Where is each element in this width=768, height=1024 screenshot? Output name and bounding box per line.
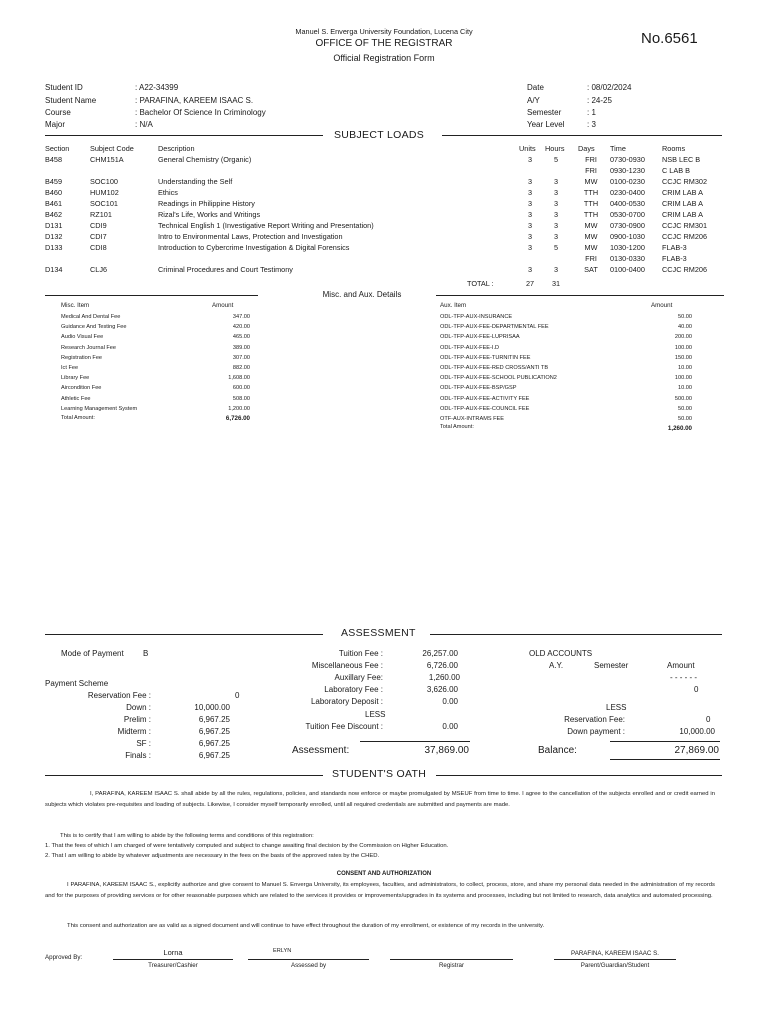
subject-days: MW (584, 243, 598, 252)
misc-item-amount: 1,608.00 (228, 375, 250, 382)
aux-item-name: ODL-TFP-AUX-FEE-DEPARTMENTAL FEE (440, 324, 549, 331)
tuition-fee-label: Tuition Fee : (338, 649, 383, 658)
misc-item-amount: 508.00 (232, 395, 250, 402)
subject-time: 0400-0530 (610, 199, 645, 208)
auxillary-fee-label: Auxillary Fee: (334, 673, 383, 682)
divider-line (436, 295, 724, 296)
subject-units: 3 (527, 243, 533, 252)
subject-hours: 3 (553, 199, 559, 208)
misc-total-label: Total Amount: (61, 415, 95, 421)
aux-item-amount: 50.00 (678, 314, 692, 320)
total-hours: 31 (551, 279, 561, 288)
assessed-by-name: ERLYN (273, 948, 292, 954)
laboratory-fee-value: 3,626.00 (426, 685, 458, 694)
midterm-value: 6,967.25 (198, 727, 230, 736)
col-header-days: Days (578, 144, 595, 153)
signature-line (248, 959, 369, 960)
subject-units: 3 (527, 221, 533, 230)
parent-guardian-student-label: Parent/Guardian/Student (580, 962, 650, 969)
subject-days: TTH (583, 188, 599, 197)
year-level-label: Year Level (527, 120, 565, 129)
sf-value: 6,967.25 (198, 739, 230, 748)
ay-label: A/Y (527, 96, 540, 105)
subject-room: CCJC RM206 (662, 265, 708, 274)
sf-label: SF : (136, 739, 151, 748)
subject-description: General Chemistry (Organic) (158, 155, 252, 164)
tuition-discount-label: Tuition Fee Discount : (305, 722, 383, 731)
oath-title: STUDENT'S OATH (328, 768, 430, 780)
subject-section: B460 (45, 188, 63, 197)
year-level-value: : 3 (587, 120, 596, 129)
misc-item-name: Audio Visual Fee (61, 334, 104, 341)
aux-total-label: Total Amount: (440, 424, 474, 430)
assessment-title: ASSESSMENT (337, 627, 420, 639)
balance-underline (610, 759, 720, 760)
divider-line (45, 634, 323, 635)
subject-section: D133 (45, 243, 63, 252)
aux-item-name: ODL-TFP-AUX-FEE-SCHOOL PUBLICATION2 (440, 375, 557, 382)
subject-section: B458 (45, 155, 63, 164)
miscellaneous-fee-value: 6,726.00 (426, 661, 458, 670)
semester-value: : 1 (587, 108, 596, 117)
subject-description: Understanding the Self (158, 177, 233, 186)
aux-item-name: OTF-AUX-INTRAMS FEE (440, 416, 505, 422)
student-id-label: Student ID (45, 83, 83, 92)
subject-room: CCJC RM301 (662, 221, 708, 230)
subject-time: 0730-0900 (610, 221, 645, 230)
subject-code: CLJ6 (90, 265, 108, 274)
aux-item-amount: 500.00 (674, 395, 692, 402)
subject-code: SOC100 (90, 177, 118, 186)
divider-line (45, 135, 323, 136)
term-two: 2. That I am willing to abide by whatever adjustments are necessary in the fees on the basis of the approved rates by the CHED. (45, 853, 380, 859)
assessment-total-value: 37,869.00 (424, 745, 469, 756)
subject-code: CDI7 (90, 232, 107, 241)
col-header-time: Time (610, 144, 626, 153)
subject-time: 0230-0400 (610, 188, 645, 197)
balance-value: 27,869.00 (674, 745, 719, 756)
aux-item-name: ODL-TFP-AUX-FEE-COUNCIL FEE (440, 405, 530, 412)
aux-item-name: ODL-TFP-AUX-FEE-I.D (440, 344, 500, 351)
subject-section: D131 (45, 221, 63, 230)
parent-student-name: PARAFINA, KAREEM ISAAC S. (571, 950, 659, 957)
aux-header-amount: Amount (651, 302, 673, 309)
down-label: Down : (126, 703, 151, 712)
semester-label: Semester (527, 108, 562, 117)
misc-item-amount: 882.00 (232, 365, 250, 371)
aux-item-amount: 40.00 (678, 324, 692, 331)
subject-description: Criminal Procedures and Court Testimony (158, 265, 293, 274)
signature-line (390, 959, 513, 960)
divider-line (430, 634, 722, 635)
subject-room: CRIM LAB A (662, 188, 703, 197)
subject-time: 0530-0700 (610, 210, 645, 219)
old-dashes: - - - - - - (670, 673, 698, 682)
balance-label: Balance: (538, 745, 577, 756)
old-semester-label: Semester (594, 661, 629, 670)
form-title: Official Registration Form (333, 53, 435, 63)
prelim-label: Prelim : (123, 715, 151, 724)
subject-room: FLAB-3 (662, 243, 687, 252)
prelim-value: 6,967.25 (198, 715, 230, 724)
subject-room: CCJC RM302 (662, 177, 708, 186)
misc-item-name: Athletic Fee (61, 395, 91, 402)
subject-units: 3 (527, 199, 533, 208)
misc-item-amount: 1,200.00 (228, 405, 250, 412)
subject-units: 3 (527, 155, 533, 164)
divider-line (45, 295, 258, 296)
misc-item-amount: 389.00 (232, 344, 250, 351)
signature-line (113, 959, 233, 960)
aux-item-amount: 10.00 (678, 385, 692, 392)
subject-description: Readings in Philippine History (158, 199, 255, 208)
student-name-label: Student Name (45, 96, 97, 105)
subject-time: 0730-0930 (610, 155, 645, 164)
old-ay-label: A.Y. (549, 661, 564, 670)
treasurer-signature: Lorna (163, 948, 183, 957)
col-header-units: Units (519, 144, 536, 153)
less-label: LESS (365, 710, 386, 719)
col-header-section: Section (45, 144, 70, 153)
subject-time: 0100-0400 (610, 265, 645, 274)
tuition-discount-value: 0.00 (442, 722, 458, 731)
subject-hours: 3 (553, 232, 559, 241)
laboratory-fee-label: Laboratory Fee : (324, 685, 383, 694)
reservation-fee-value: 0 (235, 691, 240, 700)
subject-room: CCJC RM206 (662, 232, 708, 241)
misc-item-name: Registration Fee (61, 354, 103, 361)
subject-days: FRI (585, 166, 597, 175)
col-header-code: Subject Code (90, 144, 134, 153)
misc-item-amount: 465.00 (232, 334, 250, 341)
misc-item-name: Learning Management System (61, 405, 138, 412)
divider-line (45, 775, 323, 776)
assessment-line (360, 741, 470, 742)
ay-value: : 24-25 (587, 96, 612, 105)
tuition-fee-value: 26,257.00 (422, 649, 458, 658)
old-down-payment-label: Down payment : (567, 727, 625, 736)
aux-total-value: 1,260.00 (667, 425, 692, 432)
subject-code: CDI9 (90, 221, 107, 230)
course-value: : Bachelor Of Science In Criminology (135, 108, 266, 117)
laboratory-deposit-value: 0.00 (442, 697, 458, 706)
misc-item-name: Aircondition Fee (61, 385, 102, 392)
subject-days: TTH (583, 199, 599, 208)
subject-units: 3 (527, 177, 533, 186)
subject-description: Introduction to Cybercrime Investigation & Digital Forensics (158, 243, 350, 252)
subject-units: 3 (527, 188, 533, 197)
aux-header-item: Aux. Item (440, 302, 467, 309)
aux-item-amount: 100.00 (674, 344, 692, 351)
subject-days: MW (584, 232, 598, 241)
terms-intro: This is to certify that I am willing to abide by the following terms and conditions of this registration: (60, 833, 314, 839)
consent-paragraph: I PARAFINA, KAREEM ISAAC S., explicitly authorize and give consent to Manuel S. Enverga University, its employees, faculties, and administrators, to collect, process, store, and share my personal data needed in the administration of my records and for the purposes of providing services or for other reasonable purposes which are related to the services it provides or improvements/upgrades in its systems and processes, including but not limited to research, data analytics and automated processing. (45, 882, 715, 899)
subject-days: FRI (585, 155, 597, 164)
registrar-label: Registrar (438, 962, 465, 969)
aux-item-name: ODL-TFP-AUX-FEE-TURNITIN FEE (440, 354, 531, 361)
misc-aux-title: Misc. and Aux. Details (322, 290, 402, 299)
midterm-label: Midterm : (117, 727, 151, 736)
col-header-rooms: Rooms (662, 144, 686, 153)
subject-units: 3 (527, 265, 533, 274)
old-reservation-value: 0 (706, 715, 711, 724)
student-id-value: : A22-34399 (135, 83, 179, 92)
university-name: Manuel S. Enverga University Foundation, Lucena City (295, 27, 473, 36)
form-number: No.6561 (641, 30, 698, 47)
subject-code: SOC101 (90, 199, 118, 208)
subject-days: SAT (584, 265, 598, 274)
mode-of-payment-value: B (143, 649, 149, 658)
misc-header-amount: Amount (212, 302, 234, 309)
misc-item-amount: 347.00 (232, 314, 250, 320)
laboratory-deposit-label: Laboratory Deposit : (310, 697, 383, 706)
subject-days: TTH (583, 210, 599, 219)
subject-days: FRI (585, 254, 597, 263)
signature-line (554, 959, 676, 960)
subject-code: HUM102 (90, 188, 119, 197)
col-header-hours: Hours (545, 144, 565, 153)
miscellaneous-fee-label: Miscellaneous Fee : (311, 661, 383, 670)
subject-section: B459 (45, 177, 63, 186)
mode-of-payment-label: Mode of Payment (61, 649, 124, 658)
finals-value: 6,967.25 (198, 751, 230, 760)
subject-hours: 3 (553, 177, 559, 186)
subject-time: 0100-0230 (610, 177, 645, 186)
aux-item-name: ODL-TFP-AUX-FEE-LUPRISAA (440, 334, 520, 341)
subject-room: CRIM LAB A (662, 210, 703, 219)
aux-item-amount: 50.00 (678, 405, 692, 412)
subject-section: D134 (45, 265, 63, 274)
subject-time: 0130-0330 (610, 254, 645, 263)
misc-item-amount: 307.00 (232, 354, 250, 361)
subject-units: 3 (527, 210, 533, 219)
divider-line (436, 775, 722, 776)
subject-description: Rizal's Life, Works and Writings (158, 210, 261, 219)
assessed-by-label: Assessed by (290, 962, 327, 969)
subject-description: Technical English 1 (Investigative Report Writing and Presentation) (158, 221, 374, 230)
subject-hours: 3 (553, 221, 559, 230)
auxillary-fee-value: 1,260.00 (428, 673, 460, 682)
aux-item-name: ODL-TFP-AUX-FEE-BSP/GSP (440, 385, 517, 392)
assessment-total-label: Assessment: (292, 745, 350, 756)
subject-room: FLAB-3 (662, 254, 687, 263)
subject-room: CRIM LAB A (662, 199, 703, 208)
misc-item-amount: 420.00 (232, 324, 250, 331)
reservation-fee-label: Reservation Fee : (87, 691, 151, 700)
misc-header-item: Misc. Item (61, 302, 90, 309)
oath-paragraph: I, PARAFINA, KAREEM ISAAC S. shall abide by all the rules, regulations, policies, and standards now enforce or maybe promulgated by MSEUF from time to time. I agree to the cancellation of the subjects enrolled and or credit earned in subjects which violates pre-requisites and loading of subjects. Likewise, I consider myself temporarily enrolled, until all required credentials are submitted and payments are made. (45, 791, 715, 808)
treasurer-label: Treasurer/Cashier (148, 962, 198, 969)
subject-time: 0930-1230 (610, 166, 645, 175)
old-down-payment-value: 10,000.00 (679, 727, 715, 736)
aux-item-name: ODL-TFP-AUX-FEE-RED CROSS/ANTI TB (440, 365, 549, 371)
subject-description: Ethics (158, 188, 178, 197)
subject-description: Intro to Environmental Laws, Protection and Investigation (158, 232, 343, 241)
balance-line (610, 741, 720, 742)
subject-hours: 3 (553, 188, 559, 197)
aux-item-amount: 150.00 (674, 354, 692, 361)
old-accounts-label: OLD ACCOUNTS (529, 649, 593, 658)
subject-code: CDI8 (90, 243, 107, 252)
subject-hours: 3 (553, 210, 559, 219)
col-header-description: Description (158, 144, 195, 153)
term-one: 1. That the fees of which I am charged of were tentatively computed and subject to change awaiting final decision by the Commission on Higher Education. (45, 843, 449, 849)
subject-code: CHM151A (90, 155, 124, 164)
office-title: OFFICE OF THE REGISTRAR (315, 38, 453, 49)
student-name-value: : PARAFINA, KAREEM ISAAC S. (135, 96, 254, 105)
aux-item-amount: 50.00 (678, 416, 692, 422)
consent-validity-paragraph: This consent and authorization are as valid as a signed document and will continue to have effect throughout the duration of my enrollment, or existence of my records in the university. (67, 923, 545, 929)
aux-item-name: ODL-TFP-AUX-INSURANCE (440, 314, 513, 320)
finals-label: Finals : (125, 751, 151, 760)
consent-title: CONSENT AND AUTHORIZATION (336, 871, 432, 877)
subject-code: RZ101 (90, 210, 112, 219)
major-label: Major (45, 120, 66, 129)
total-units: 27 (525, 279, 535, 288)
divider-line (442, 135, 722, 136)
subject-time: 0900-1030 (610, 232, 645, 241)
major-value: : N/A (135, 120, 153, 129)
subject-room: NSB LEC B (662, 155, 701, 164)
subject-days: MW (584, 221, 598, 230)
subject-days: MW (584, 177, 598, 186)
subject-hours: 5 (553, 155, 559, 164)
misc-total-value: 6,726.00 (225, 415, 250, 422)
payment-scheme-label: Payment Scheme (45, 679, 109, 688)
down-value: 10,000.00 (194, 703, 230, 712)
date-label: Date (527, 83, 544, 92)
old-less-label: LESS (606, 703, 627, 712)
subject-section: B461 (45, 199, 63, 208)
subject-units: 3 (527, 232, 533, 241)
total-label: TOTAL : (467, 279, 494, 288)
subject-hours: 3 (553, 265, 559, 274)
subject-loads-title: SUBJECT LOADS (330, 129, 428, 141)
approved-by-label: Approved By: (45, 954, 83, 961)
aux-item-amount: 100.00 (674, 375, 692, 382)
aux-item-amount: 200.00 (674, 334, 692, 341)
course-label: Course (45, 108, 71, 117)
aux-item-name: ODL-TFP-AUX-FEE-ACTIVITY FEE (440, 395, 530, 402)
aux-item-amount: 10.00 (678, 365, 692, 371)
old-amount-label: Amount (667, 661, 695, 670)
misc-item-name: Research Journal Fee (61, 344, 117, 351)
subject-section: D132 (45, 232, 63, 241)
misc-item-amount: 600.00 (232, 385, 250, 392)
subject-section: B462 (45, 210, 63, 219)
subject-room: C LAB B (662, 166, 690, 175)
subject-time: 1030-1200 (610, 243, 645, 252)
misc-item-name: Library Fee (61, 375, 90, 382)
misc-item-name: Medical And Dental Fee (61, 314, 121, 320)
old-reservation-label: Reservation Fee: (564, 715, 625, 724)
old-amount-value: 0 (694, 685, 699, 694)
subject-hours: 5 (553, 243, 559, 252)
date-value: : 08/02/2024 (587, 83, 632, 92)
misc-item-name: Ict Fee (61, 365, 79, 371)
misc-item-name: Guidance And Testing Fee (61, 324, 127, 331)
